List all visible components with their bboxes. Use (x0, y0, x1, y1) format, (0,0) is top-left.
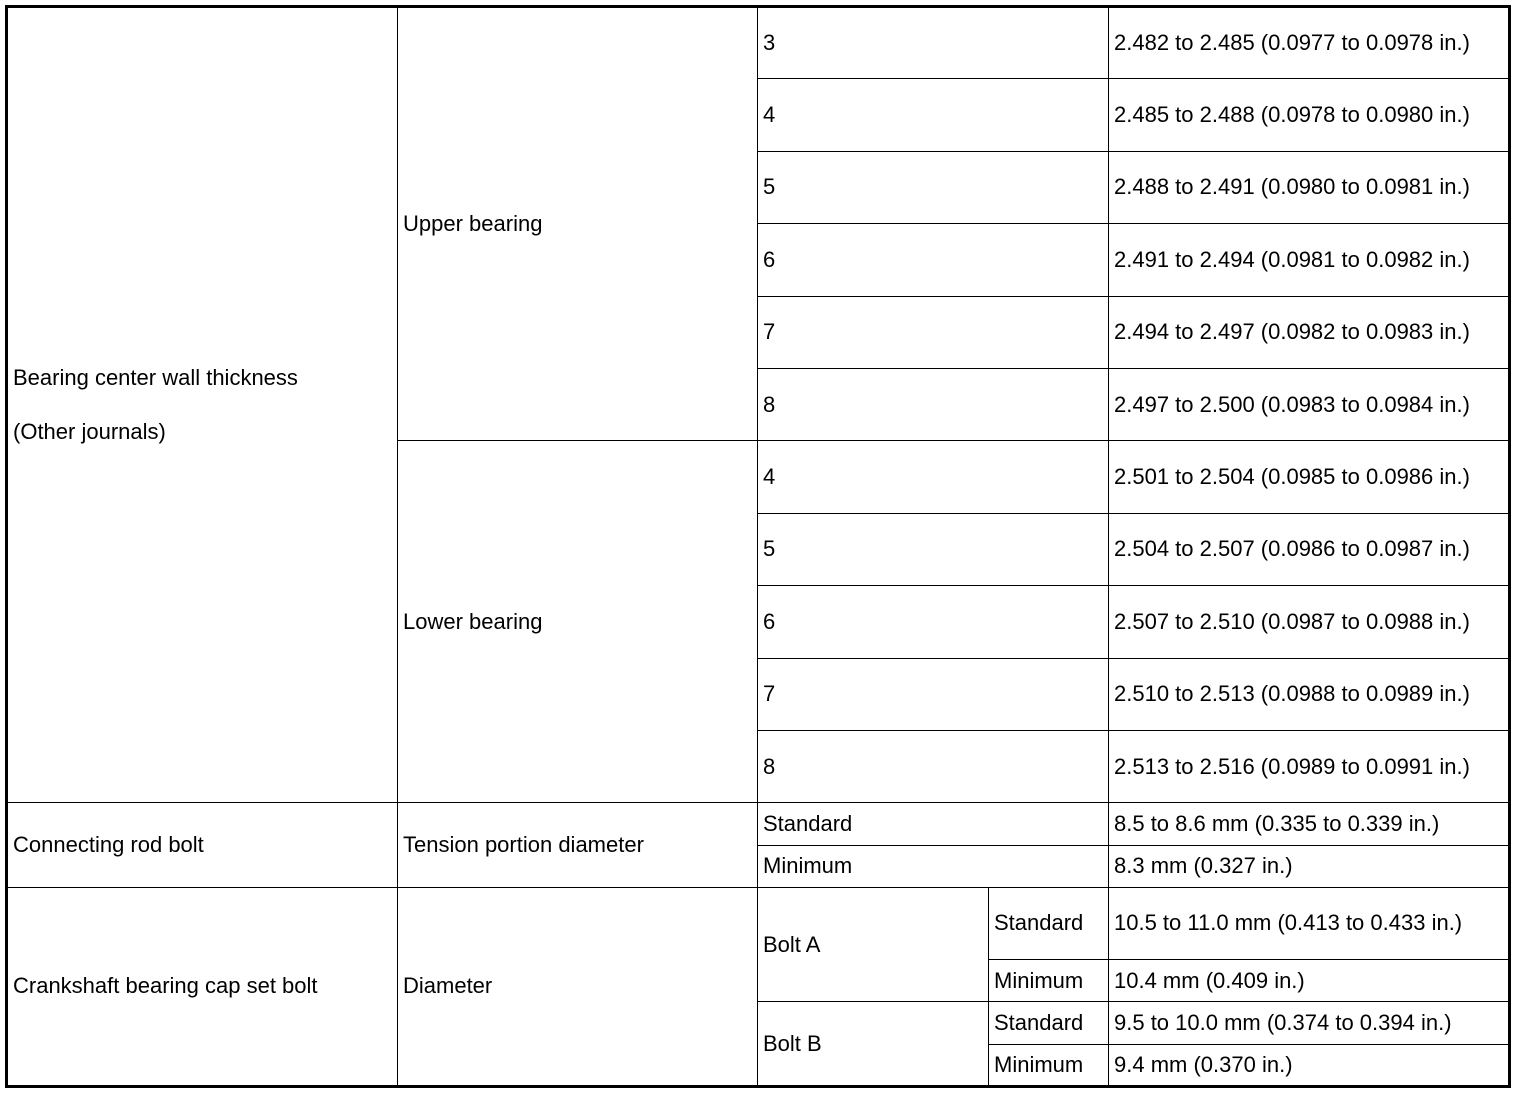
grade-cell: 6 (758, 586, 1109, 658)
bolt-a-label: Bolt A (758, 887, 989, 1002)
grade-cell: 7 (758, 658, 1109, 730)
bolt-a-minimum-label: Minimum (989, 960, 1109, 1002)
grade-cell: 7 (758, 296, 1109, 368)
bearing-center-sublabel: (Other journals) (13, 419, 166, 445)
value-cell: 2.513 to 2.516 (0.0989 to 0.0991 in.) (1109, 730, 1510, 802)
value-cell: 2.501 to 2.504 (0.0985 to 0.0986 in.) (1109, 441, 1510, 513)
value-cell: 2.510 to 2.513 (0.0988 to 0.0989 in.) (1109, 658, 1510, 730)
grade-cell: 5 (758, 513, 1109, 585)
bolt-a-standard-value: 10.5 to 11.0 mm (0.413 to 0.433 in.) (1109, 887, 1510, 959)
table-row (7, 803, 1510, 845)
bolt-a-minimum-value: 10.4 mm (0.409 in.) (1109, 960, 1510, 1002)
crank-label: Crankshaft bearing cap set bolt (7, 887, 398, 1086)
table-row (7, 7, 1510, 79)
grade-cell: 3 (758, 7, 1109, 79)
bolt-b-label: Bolt B (758, 1002, 989, 1087)
grade-cell: 5 (758, 151, 1109, 223)
value-cell: 2.497 to 2.500 (0.0983 to 0.0984 in.) (1109, 368, 1510, 440)
spec-table (5, 5, 1511, 1088)
value-cell: 2.485 to 2.488 (0.0978 to 0.0980 in.) (1109, 79, 1510, 151)
lower-bearing-label: Lower bearing (398, 441, 758, 803)
conrod-standard-value: 8.5 to 8.6 mm (0.335 to 0.339 in.) (1109, 803, 1510, 845)
conrod-minimum-label: Minimum (758, 845, 1109, 887)
conrod-standard-label: Standard (758, 803, 1109, 845)
bearing-center-label: Bearing center wall thickness (13, 365, 298, 391)
bolt-b-minimum-label: Minimum (989, 1044, 1109, 1086)
crank-sub-label: Diameter (398, 887, 758, 1086)
conrod-sub-label: Tension portion diameter (398, 803, 758, 887)
grade-cell: 4 (758, 79, 1109, 151)
value-cell: 2.507 to 2.510 (0.0987 to 0.0988 in.) (1109, 586, 1510, 658)
table-row (7, 887, 1510, 959)
bolt-b-standard-label: Standard (989, 1002, 1109, 1044)
value-cell: 2.482 to 2.485 (0.0977 to 0.0978 in.) (1109, 7, 1510, 79)
value-cell: 2.494 to 2.497 (0.0982 to 0.0983 in.) (1109, 296, 1510, 368)
conrod-label: Connecting rod bolt (7, 803, 398, 887)
grade-cell: 6 (758, 224, 1109, 296)
grade-cell: 4 (758, 441, 1109, 513)
upper-bearing-label: Upper bearing (398, 7, 758, 441)
conrod-minimum-value: 8.3 mm (0.327 in.) (1109, 845, 1510, 887)
grade-cell: 8 (758, 730, 1109, 802)
value-cell: 2.491 to 2.494 (0.0981 to 0.0982 in.) (1109, 224, 1510, 296)
bearing-center-label-cell (7, 7, 398, 803)
grade-cell: 8 (758, 368, 1109, 440)
bolt-b-minimum-value: 9.4 mm (0.370 in.) (1109, 1044, 1510, 1086)
bolt-a-standard-label: Standard (989, 887, 1109, 959)
value-cell: 2.488 to 2.491 (0.0980 to 0.0981 in.) (1109, 151, 1510, 223)
bolt-b-standard-value: 9.5 to 10.0 mm (0.374 to 0.394 in.) (1109, 1002, 1510, 1044)
value-cell: 2.504 to 2.507 (0.0986 to 0.0987 in.) (1109, 513, 1510, 585)
